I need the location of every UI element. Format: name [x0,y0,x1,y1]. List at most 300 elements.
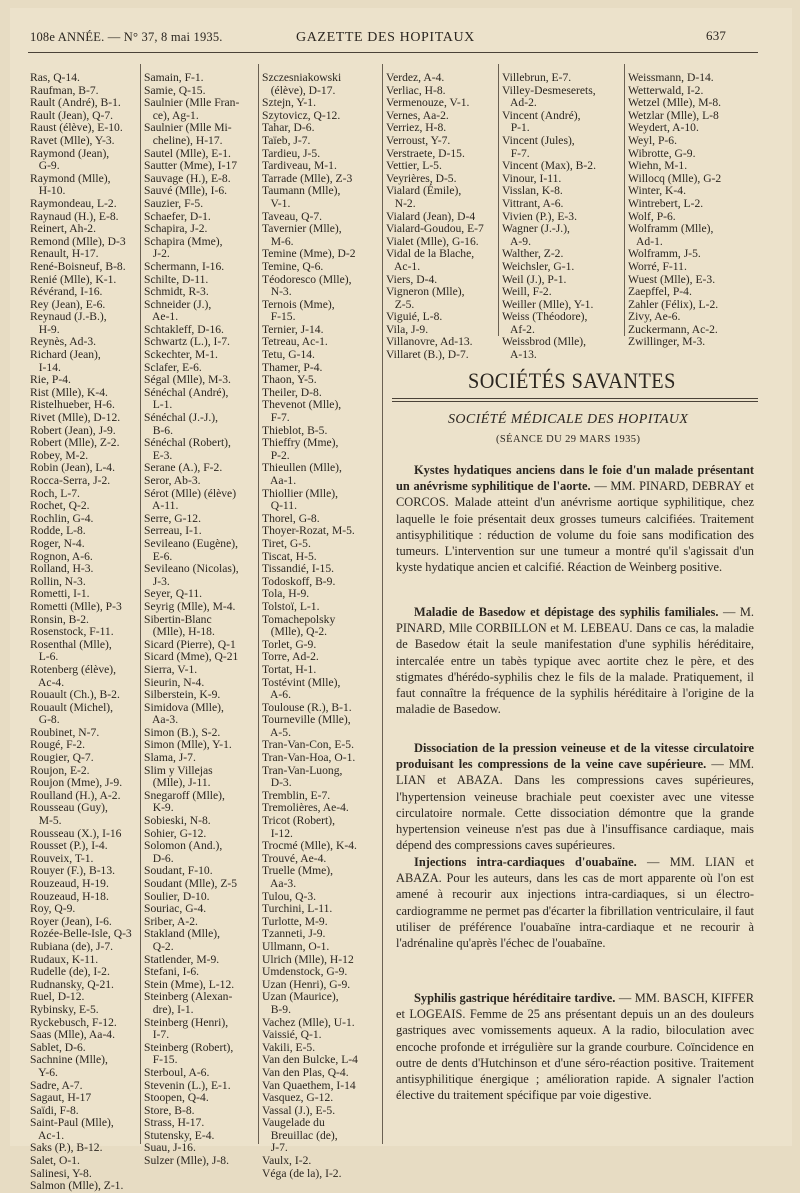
index-entry: Sclafer, E-6. [144,360,202,374]
index-entry: H-10. [30,184,66,198]
index-entry: Soudant, F-10. [144,864,213,878]
index-entry: (Mlle), J-11. [144,776,211,790]
index-entry: Sztejn, Y-1. [262,96,316,110]
index-entry: Rouzeaud, H-18. [30,889,109,903]
index-entry: Vachez (Mlle), U-1. [262,1015,355,1029]
index-entry: Sicard (Mme), Q-21 [144,650,239,664]
index-entry: Trocmé (Mlle), K-4. [262,839,357,853]
index-entry: Wiehn, M-1. [628,159,688,173]
index-entry: Sénéchal (Robert), [144,436,231,450]
index-entry: L-1. [144,398,173,412]
index-entry: Wetzlar (Mlle), L-8 [628,108,719,122]
index-entry: Tostévint (Mlle), [262,675,341,689]
article-body: — MM. PINARD, DEBRAY et CORCOS. Malade atteint d'un anévrisme aortique syphilitique, chez laquelle le foie présentait deux grosses tumeurs calcifiées. Traitement antisyphilitique : réduction de volume du foie sans modification des tumeurs. L'intervention sur une tumeur a montré qu'il s'agissait d'un kyste hydatique ancien et calcifié. Réaction de Weinberg positive. [396,479,754,575]
index-entry: René-Boisneuf, B-8. [30,259,126,273]
index-entry: Rometti, I-1. [30,587,90,601]
index-entry: E-3. [144,448,173,462]
index-entry: Vakili, E-5. [262,1040,316,1054]
index-entry: J-3. [144,574,170,588]
index-entry: Tortat, H-1. [262,662,317,676]
index-entry: Rochlin, G-4. [30,511,94,525]
index-entry: G-9. [30,159,60,173]
index-entry: Van den Plas, Q-4. [262,1065,349,1079]
article [396,854,754,951]
index-entry: Weiller (Mlle), Y-1. [502,297,594,311]
index-entry: Renault, H-17. [30,247,99,261]
index-entry: Villanovre, Ad-13. [386,335,473,349]
index-entry: Solomon (And.), [144,839,223,853]
index-entry: Wolframm (Mlle), [628,222,714,236]
index-entry: Sckechter, M-1. [144,348,218,362]
index-entry: Rosenstock, F-11. [30,625,114,639]
index-entry: I-7. [144,1028,170,1042]
index-entry: N-2. [386,196,416,210]
index-entry: Sibertin-Blanc [144,612,212,626]
index-entry: Weydert, A-10. [628,121,699,135]
index-entry: Tetreau, Ac-1. [262,335,328,349]
index-entry: Tran-Van-Hoa, O-1. [262,751,356,765]
index-entry: Tremolières, Ae-4. [262,801,349,815]
index-entry: Wintrebert, L-2. [628,196,704,210]
index-entry: Sagaut, H-17 [30,1091,92,1105]
index-entry: Weissmann, D-14. [628,71,714,84]
index-entry: Rotenberg (élève), [30,662,117,676]
index-entry: Weiss (Théodore), [502,310,588,324]
index-entry: Rudnansky, Q-21. [30,977,114,991]
index-entry: Sieurin, N-4. [144,675,205,689]
index-entry: Thevenot (Mlle), [262,398,342,412]
index-entry: Umdenstock, G-9. [262,965,348,979]
header-issue: 108e ANNÉE. — N° 37, 8 mai 1935. [30,30,223,44]
index-entry: Rougé, F-2. [30,738,86,752]
index-entry: M-6. [262,234,294,248]
index-entry: Uzan (Henri), G-9. [262,977,351,991]
section-rule [392,401,758,402]
index-entry: Schaefer, D-1. [144,209,211,223]
index-entry: B-9. [262,1002,291,1016]
index-entry: Zivy, Ae-6. [628,310,681,324]
index-entry: Viguié, L-8. [386,310,443,324]
index-entry: Seyer, Q-11. [144,587,203,601]
index-entry: Szytovicz, Q-12. [262,108,341,122]
index-entry: Rognon, A-6. [30,549,93,563]
index-entry: Steinberg (Henri), [144,1015,229,1029]
index-entry: Verliac, H-8. [386,83,446,97]
index-entry: Ségal (Mlle), M-3. [144,373,231,387]
index-entry: Turchini, L-11. [262,902,333,916]
index-entry: Thieullen (Mlle), [262,461,342,475]
seance-date: (SÉANCE DU 29 MARS 1935) [496,434,641,445]
index-entry: Raymond (Mlle), [30,171,111,185]
index-entry: Villaret (B.), D-7. [386,348,469,362]
index-entry: Todoskoff, B-9. [262,574,336,588]
index-entry: Sobieski, N-8. [144,814,211,828]
index-entry: Schwartz (L.), I-7. [144,335,230,349]
column-divider [258,64,259,1144]
index-entry: Ristelhueber, H-6. [30,398,115,412]
index-entry: Tola, H-9. [262,587,310,601]
index-entry: Rollin, N-3. [30,574,86,588]
index-entry: Tolstoï, L-1. [262,599,320,613]
article-body: — MM. LIAN et ABAZA. Pour les auteurs, dans les cas de mort apparente où l'on est amené à recourir aux injections intra-cardiaques, si un électro-cardiogramme ne permet pas d'écarter la fibrillation ventriculaire, il faut utiliser de préférence l'ouabaïne intra-cardiaque et ne recourir à l'adrénaline qu'après l'échec de l'ouabaïne. [396,855,754,951]
index-entry: Sautel (Mlle), E-1. [144,146,231,160]
index-entry: M-5. [30,814,62,828]
index-entry: Sohier, G-12. [144,826,207,840]
index-entry: Rodde, L-8. [30,524,86,538]
index-entry: Wetterwald, I-2. [628,83,704,97]
index-entry: Y-6. [30,1065,58,1079]
index-entry: Vassal (J.), E-5. [262,1103,336,1117]
index-entry: Tiret, G-5. [262,536,311,550]
index-entry: Zahler (Félix), L-2. [628,297,719,311]
index-entry: Toulouse (R.), B-1. [262,700,352,714]
index-entry: Schilte, D-11. [144,272,209,286]
index-entry: Stoopen, Q-4. [144,1091,209,1105]
index-entry: Store, B-8. [144,1103,195,1117]
index-entry: Winter, K-4. [628,184,686,198]
index-entry: Remond (Mlle), D-3 [30,234,126,248]
index-entry: Vaugelade du [262,1116,325,1130]
section-title: SOCIÉTÉS SAVANTES [468,368,676,393]
index-entry: Roch, L-7. [30,486,80,500]
index-column-3 [262,72,358,1180]
index-entry: Uzan (Maurice), [262,990,339,1004]
index-entry: Sénéchal (J.-J.), [144,411,219,425]
index-entry: Saas (Mlle), Aa-4. [30,1028,115,1042]
index-entry: Weyl, P-6. [628,133,677,147]
index-entry: F-15. [144,1053,178,1067]
index-entry: Taïeb, J-7. [262,133,311,147]
article [396,740,754,853]
index-entry: Weissbrod (Mlle), [502,335,587,349]
index-entry: Tissandié, I-15. [262,562,335,576]
index-entry: Schtakleff, D-16. [144,322,224,336]
index-entry: Raufman, B-7. [30,83,99,97]
index-entry: Ras, Q-14. [30,71,80,84]
index-entry: Renié (Mlle), K-1. [30,272,117,286]
index-entry: D-3. [262,776,292,790]
index-entry: D-6. [144,851,174,865]
index-entry: Stutensky, E-4. [144,1128,215,1142]
index-entry: N-3. [262,285,292,299]
index-entry: Turlotte, M-9. [262,914,328,928]
index-entry: I-12. [262,826,293,840]
index-entry: G-8. [30,713,60,727]
index-entry: P-1. [502,121,530,135]
index-entry: Rouault (Michel), [30,700,114,714]
index-entry: Aa-1. [262,474,297,487]
index-entry: Vasquez, G-12. [262,1091,334,1105]
index-entry: Wagner (J.-J.), [502,222,570,236]
index-entry: Robert (Mlle), Z-2. [30,436,120,450]
index-column-6 [628,72,721,349]
index-entry: Ternier, J-14. [262,322,324,336]
index-entry: Roy, Q-9. [30,902,76,916]
index-column-2 [144,72,239,1168]
index-entry: Sautter (Mme), I-17 [144,159,238,173]
index-entry: Villebrun, E-7. [502,71,572,84]
header-rule [28,52,758,53]
index-entry: Tourneville (Mlle), [262,713,351,727]
index-entry: Verroust, Y-7. [386,133,451,147]
index-entry: Zuckermann, Ac-2. [628,322,718,336]
index-entry: Truelle (Mme), [262,864,334,878]
index-entry: Serane (A.), F-2. [144,461,223,475]
index-entry: Schapira, J-2. [144,222,208,236]
section-rule [392,398,758,399]
index-entry: Rometti (Mlle), P-3 [30,599,122,613]
index-entry: Rousseau (Guy), [30,801,108,815]
index-entry: Sterboul, A-6. [144,1065,210,1079]
index-entry: F-7. [262,411,290,425]
header-journal-title: GAZETTE DES HOPITAUX [296,30,475,45]
index-entry: Sérot (Mlle) (élève) [144,486,237,500]
column-divider [140,64,141,1144]
index-entry: Tiscat, H-5. [262,549,317,563]
index-entry: Rolland, H-3. [30,562,94,576]
index-entry: Wibrotte, G-9. [628,146,696,160]
index-entry: Rocca-Serra, J-2. [30,474,111,487]
index-entry: Sicard (Pierre), Q-1 [144,637,236,651]
index-entry: Téodoresco (Mlle), [262,272,352,286]
index-entry: Ravet (Mlle), Y-3. [30,133,115,147]
index-entry: Sevileano (Nicolas), [144,562,239,576]
index-entry: A-5. [262,725,291,739]
index-entry: Torlet, G-9. [262,637,317,651]
index-entry: Vermenouze, V-1. [386,96,470,110]
index-entry: Ryckebusch, F-12. [30,1015,117,1029]
index-entry: Souriac, G-4. [144,902,207,916]
index-entry: Ac-4. [30,675,65,689]
index-entry: Q-2. [144,939,174,953]
index-entry: Tzanneti, J-9. [262,927,326,941]
index-entry: Sierra, V-1. [144,662,198,676]
index-entry: Schmidt, R-3. [144,285,209,299]
index-entry: Saïdi, F-8. [30,1103,79,1117]
index-entry: Richard (Jean), [30,348,101,362]
index-entry: Sauvé (Mlle), I-6. [144,184,228,198]
article-title: Maladie de Basedow et dépistage des syphilis familiales. [414,605,719,619]
index-entry: Roujon, E-2. [30,763,90,777]
index-entry: Rouault (Ch.), B-2. [30,688,120,702]
index-entry: Soudant (Mlle), Z-5 [144,877,238,890]
index-entry: Raymondeau, L-2. [30,196,117,210]
index-entry: Wolf, P-6. [628,209,676,223]
index-entry: Zaepffel, P-4. [628,285,692,299]
index-entry: Reynès, Ad-3. [30,335,97,349]
index-entry: Reinert, Ah-2. [30,222,97,236]
index-entry: Villey-Desmeserets, [502,83,596,97]
index-entry: Thieblot, B-5. [262,423,328,437]
index-entry: (Mlle), H-18. [144,625,215,639]
index-entry: Vivien (P.), E-3. [502,209,577,223]
index-entry: Verstraete, D-15. [386,146,465,160]
index-entry: Thiollier (Mlle), [262,486,338,500]
page-number: 637 [706,28,727,43]
index-entry: F-7. [502,146,530,160]
index-entry: Thorel, G-8. [262,511,320,525]
index-entry: Robin (Jean), L-4. [30,461,116,475]
index-entry: Robey, M-2. [30,448,89,462]
index-entry: Sulzer (Mlle), J-8. [144,1154,230,1168]
index-entry: Tomachepolsky [262,612,336,626]
article-title: Kystes hydatiques anciens dans le foie d'un malade présentant un anévrisme syphilitique de l'aorte. [396,463,754,494]
index-entry: Ad-2. [502,96,537,110]
index-entry: Tavernier (Mlle), [262,222,342,236]
index-entry: Vincent (Jules), [502,133,575,147]
index-entry: Vidal de la Blache, [386,247,475,261]
index-entry: Tarrade (Mlle), Z-3 [262,171,353,185]
index-entry: Ac-1. [30,1128,65,1142]
index-entry: Weichsler, G-1. [502,259,575,273]
index-entry: Robert (Jean), J-9. [30,423,116,437]
index-entry: Roulland (H.), A-2. [30,788,121,802]
index-entry: Rivet (Mlle), D-12. [30,411,121,425]
index-entry: Vialet (Mlle), G-16. [386,234,479,248]
index-entry: L-6. [30,650,59,664]
index-entry: Sauvage (H.), E-8. [144,171,231,185]
index-entry: K-9. [144,801,174,815]
index-entry: Seyrig (Mlle), M-4. [144,599,236,613]
index-entry: Statlender, M-9. [144,952,220,966]
index-entry: Saint-Paul (Mlle), [30,1116,114,1130]
index-entry: Z-5. [386,297,415,311]
index-entry: Sénéchal (André), [144,385,229,399]
index-entry: Rougier, Q-7. [30,751,94,765]
column-divider [382,64,383,1144]
index-entry: Wuest (Mlle), E-3. [628,272,716,286]
index-entry: Serre, G-12. [144,511,201,525]
index-entry: Sadre, A-7. [30,1078,83,1092]
article-title: Dissociation de la pression veineuse et de la vitesse circulatoire produisant les compressions de la veine cave supérieure. [396,741,754,772]
index-entry: Vigneron (Mlle), [386,285,465,299]
index-entry: Raynaud (H.), E-8. [30,209,119,223]
index-entry: Af-2. [502,322,535,336]
article [396,462,754,575]
index-entry: Seror, Ab-3. [144,474,201,487]
index-entry: Simon (B.), S-2. [144,725,221,739]
index-entry: Saulnier (Mlle Mi- [144,121,232,135]
index-entry: Royer (Jean), I-6. [30,914,112,928]
index-entry: ce), Ag-1. [144,108,199,122]
index-entry: H-9. [30,322,60,336]
index-entry: Schermann, I-16. [144,259,225,273]
index-entry: Ac-1. [386,259,421,273]
index-entry: Ronsin, B-2. [30,612,89,626]
index-entry: Tardiveau, M-1. [262,159,337,173]
index-entry: Rozée-Belle-Isle, Q-3 [30,927,132,941]
index-entry: Vaulx, I-2. [262,1154,312,1168]
index-entry: Simidova (Mlle), [144,700,224,714]
index-entry: Taveau, Q-7. [262,209,323,223]
index-entry: Rubiana (de), J-7. [30,939,114,953]
index-entry: Worré, F-11. [628,259,687,273]
index-entry: Viers, D-4. [386,272,438,286]
index-entry: Vittrant, A-6. [502,196,564,210]
index-entry: Thaon, Y-5. [262,373,317,387]
index-entry: Ad-1. [628,234,663,248]
article-body: — M. PINARD, Mlle CORBILLON et M. LEBEAU. Dans ce cas, la maladie de Basedow était la seule manifestation d'une syphilis héréditaire, intercalée entre un tabès typique avec aortite chez le père, et des stigmates d'hérédo-syphilis chez le fils de la malade. Pratiquement, il faut connaître la fréquence de la syphilis héréditaire à l'origine de la maladie de Basedow. [396,605,754,717]
index-entry: Ternois (Mme), [262,297,335,311]
index-entry: Weill, F-2. [502,285,552,299]
index-entry: A-13. [502,348,537,362]
index-entry: Ullmann, O-1. [262,939,330,953]
index-entry: Wolframm, J-5. [628,247,701,261]
column-divider [498,64,499,336]
index-entry: J-7. [262,1141,288,1155]
index-entry: Vialard-Goudou, E-7 [386,222,484,236]
index-entry: Raymond (Jean), [30,146,110,160]
index-entry: Rault (Jean), Q-7. [30,108,114,122]
index-entry: Tetu, G-14. [262,348,315,362]
index-entry: Vialard (Émile), [386,184,462,198]
index-entry: Verdez, A-4. [386,71,445,84]
index-entry: A-11. [144,499,179,513]
column-divider [624,64,625,336]
index-entry: Rybinsky, E-5. [30,1002,99,1016]
index-entry: Sachnine (Mlle), [30,1053,108,1067]
index-entry: Samie, Q-15. [144,83,206,97]
index-entry: Suau, J-16. [144,1141,196,1155]
index-entry: E-6. [144,549,173,563]
index-entry: Temine (Mme), D-2 [262,247,356,261]
index-entry: Sevileano (Eugène), [144,536,239,550]
index-entry: Tahar, D-6. [262,121,315,135]
index-entry: Sablet, D-6. [30,1040,86,1054]
index-entry: Van den Bulcke, L-4 [262,1053,358,1067]
article-body: — MM. BASCH, KIFFER et LOGEAIS. Femme de 25 ans présentant depuis un an des douleurs gastriques avec vomissements aqueux. A la radio, biloculation avec encoche profonde et irrégulière sur la grande courbure. Coïncidence en outre de dents d'Hutchinson et d'une séro-réaction positive. Traitement antisyphilitique énergique ; amélioration rapide. A signaler l'action élective du traitement spécifique par voie digestive. [396,991,754,1103]
index-entry: Stakland (Mlle), [144,927,220,941]
index-entry: Rouzeaud, H-19. [30,877,109,890]
index-entry: J-2. [144,247,170,261]
index-entry: Reynaud (J.-B.), [30,310,107,324]
index-entry: Szczesniakowski [262,71,342,84]
index-entry: Silberstein, K-9. [144,688,221,702]
index-entry: Vialard (Jean), D-4 [386,209,476,223]
index-entry: dre), I-1. [144,1002,194,1016]
article-body: — MM. LIAN et ABAZA. Dans les compressions caves supérieures, l'hypertension veineuse brachiale peut coexister avec une vitesse circulatoire normale. Cette dissociation démontre que la grande hypertension veineuse n'est pas due à l'insuffisance cardiaque, mais dépend des compressions caves supérieures. [396,757,754,853]
index-entry: Q-11. [262,499,297,513]
index-entry: Weil (J.), P-1. [502,272,567,286]
index-entry: cheline), H-17. [144,133,223,147]
index-entry: Révérand, I-16. [30,285,103,299]
index-entry: Rey (Jean), E-6. [30,297,106,311]
index-entry: Tremblin, E-7. [262,788,331,802]
index-entry: Rosenthal (Mlle), [30,637,112,651]
index-entry: Willocq (Mlle), G-2 [628,171,722,185]
index-entry: Temine, Q-6. [262,259,324,273]
index-entry: Sriber, A-2. [144,914,198,928]
index-entry: Salmon (Mlle), Z-1. [30,1179,124,1193]
index-entry: Strass, H-17. [144,1116,205,1130]
article [396,990,754,1103]
index-entry: Ae-1. [144,310,179,324]
index-entry: Tran-Van-Luong, [262,763,343,777]
index-entry: Vernes, Aa-2. [386,108,449,122]
index-entry: (Mlle), Q-2. [262,625,328,639]
index-entry: Roger, N-4. [30,536,85,550]
index-entry: Verriez, H-8. [386,121,447,135]
index-entry: Visslan, K-8. [502,184,563,198]
index-entry: Rochet, Q-2. [30,499,90,513]
index-entry: F-15. [262,310,296,324]
index-entry: Schneider (J.), [144,297,212,311]
index-entry: Vinour, I-11. [502,171,562,185]
index-entry: Stevenin (L.), E-1. [144,1078,231,1092]
index-entry: Thieffry (Mme), [262,436,339,450]
index-entry: Serreau, I-1. [144,524,202,538]
index-column-5 [502,72,596,362]
